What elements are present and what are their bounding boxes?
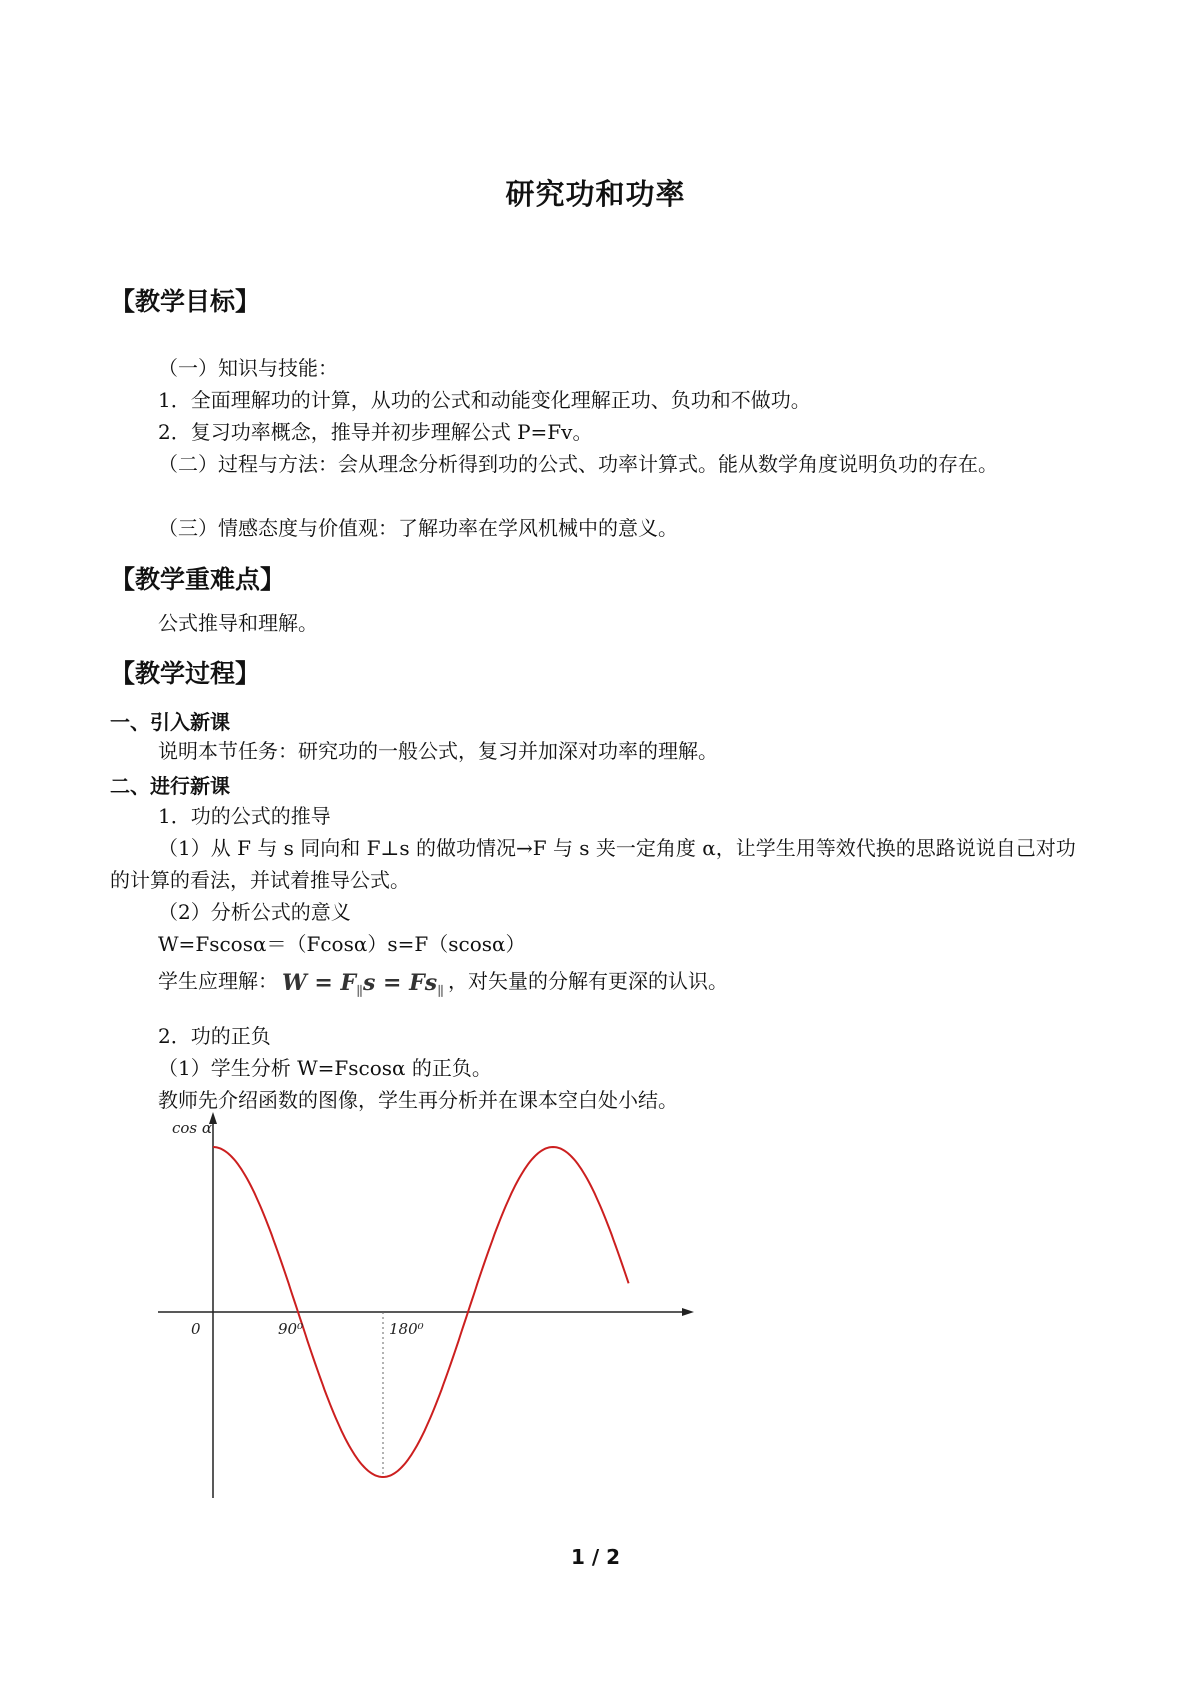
work-formula: W=Fscosα＝（Fcosα）s=F（scosα） (158, 932, 526, 956)
section-intro-body: 说明本节任务：研究功的一般公式，复习并加深对功率的理解。 (158, 739, 718, 763)
page-number: 1 / 2 (570, 1545, 621, 1569)
goal-line-5: （三）情感态度与价值观：了解功率在学风机械中的意义。 (158, 516, 678, 540)
derivation-heading: 1．功的公式的推导 (158, 804, 331, 828)
heading-goals: 【教学目标】 (110, 287, 261, 316)
page-title: 研究功和功率 (505, 177, 686, 211)
section-new-title: 二、进行新课 (110, 774, 230, 798)
goal-line-2: 1．全面理解功的计算，从功的公式和动能变化理解正功、负功和不做功。 (158, 388, 811, 412)
key-line-1: 公式推导和理解。 (158, 611, 318, 635)
x-axis-arrow (682, 1308, 694, 1316)
x-tick-label: 0 (191, 1320, 201, 1338)
section-intro-title: 一、引入新课 (110, 710, 230, 734)
goal-line-1: （一）知识与技能： (158, 356, 338, 380)
derivation-step-1: （1）从 F 与 s 同向和 F⊥s 的做功情况→F 与 s 夹一定角度 α，让学生用等效代换的思路说说自己对功的计算的看法，并试着推导公式。 (110, 836, 1076, 892)
understanding-prefix: 学生应理解： (158, 969, 278, 993)
goal-line-3: 2．复习功率概念，推导并初步理解公式 P=Fv。 (158, 420, 593, 444)
sign-step-2: 教师先介绍函数的图像，学生再分析并在课本空白处小结。 (158, 1088, 678, 1112)
y-axis-label: cos α (172, 1119, 213, 1137)
sign-heading: 2．功的正负 (158, 1024, 271, 1048)
heading-process: 【教学过程】 (110, 659, 261, 688)
goal-line-4: （二）过程与方法：会从理念分析得到功的公式、功率计算式。能从数学角度说明负功的存在。 (158, 452, 998, 476)
x-tick-label: 90⁰ (278, 1320, 304, 1338)
heading-key-points: 【教学重难点】 (110, 565, 286, 594)
x-tick-label: 180⁰ (389, 1320, 424, 1338)
formula-image: $W = F_\parallel s = Fs_\parallel$ (282, 970, 445, 1000)
understanding-suffix: ，对矢量的分解有更深的认识。 (448, 969, 729, 993)
derivation-step-2: （2）分析公式的意义 (158, 900, 351, 924)
sign-step-1: （1）学生分析 W=Fscosα 的正负。 (158, 1056, 492, 1080)
